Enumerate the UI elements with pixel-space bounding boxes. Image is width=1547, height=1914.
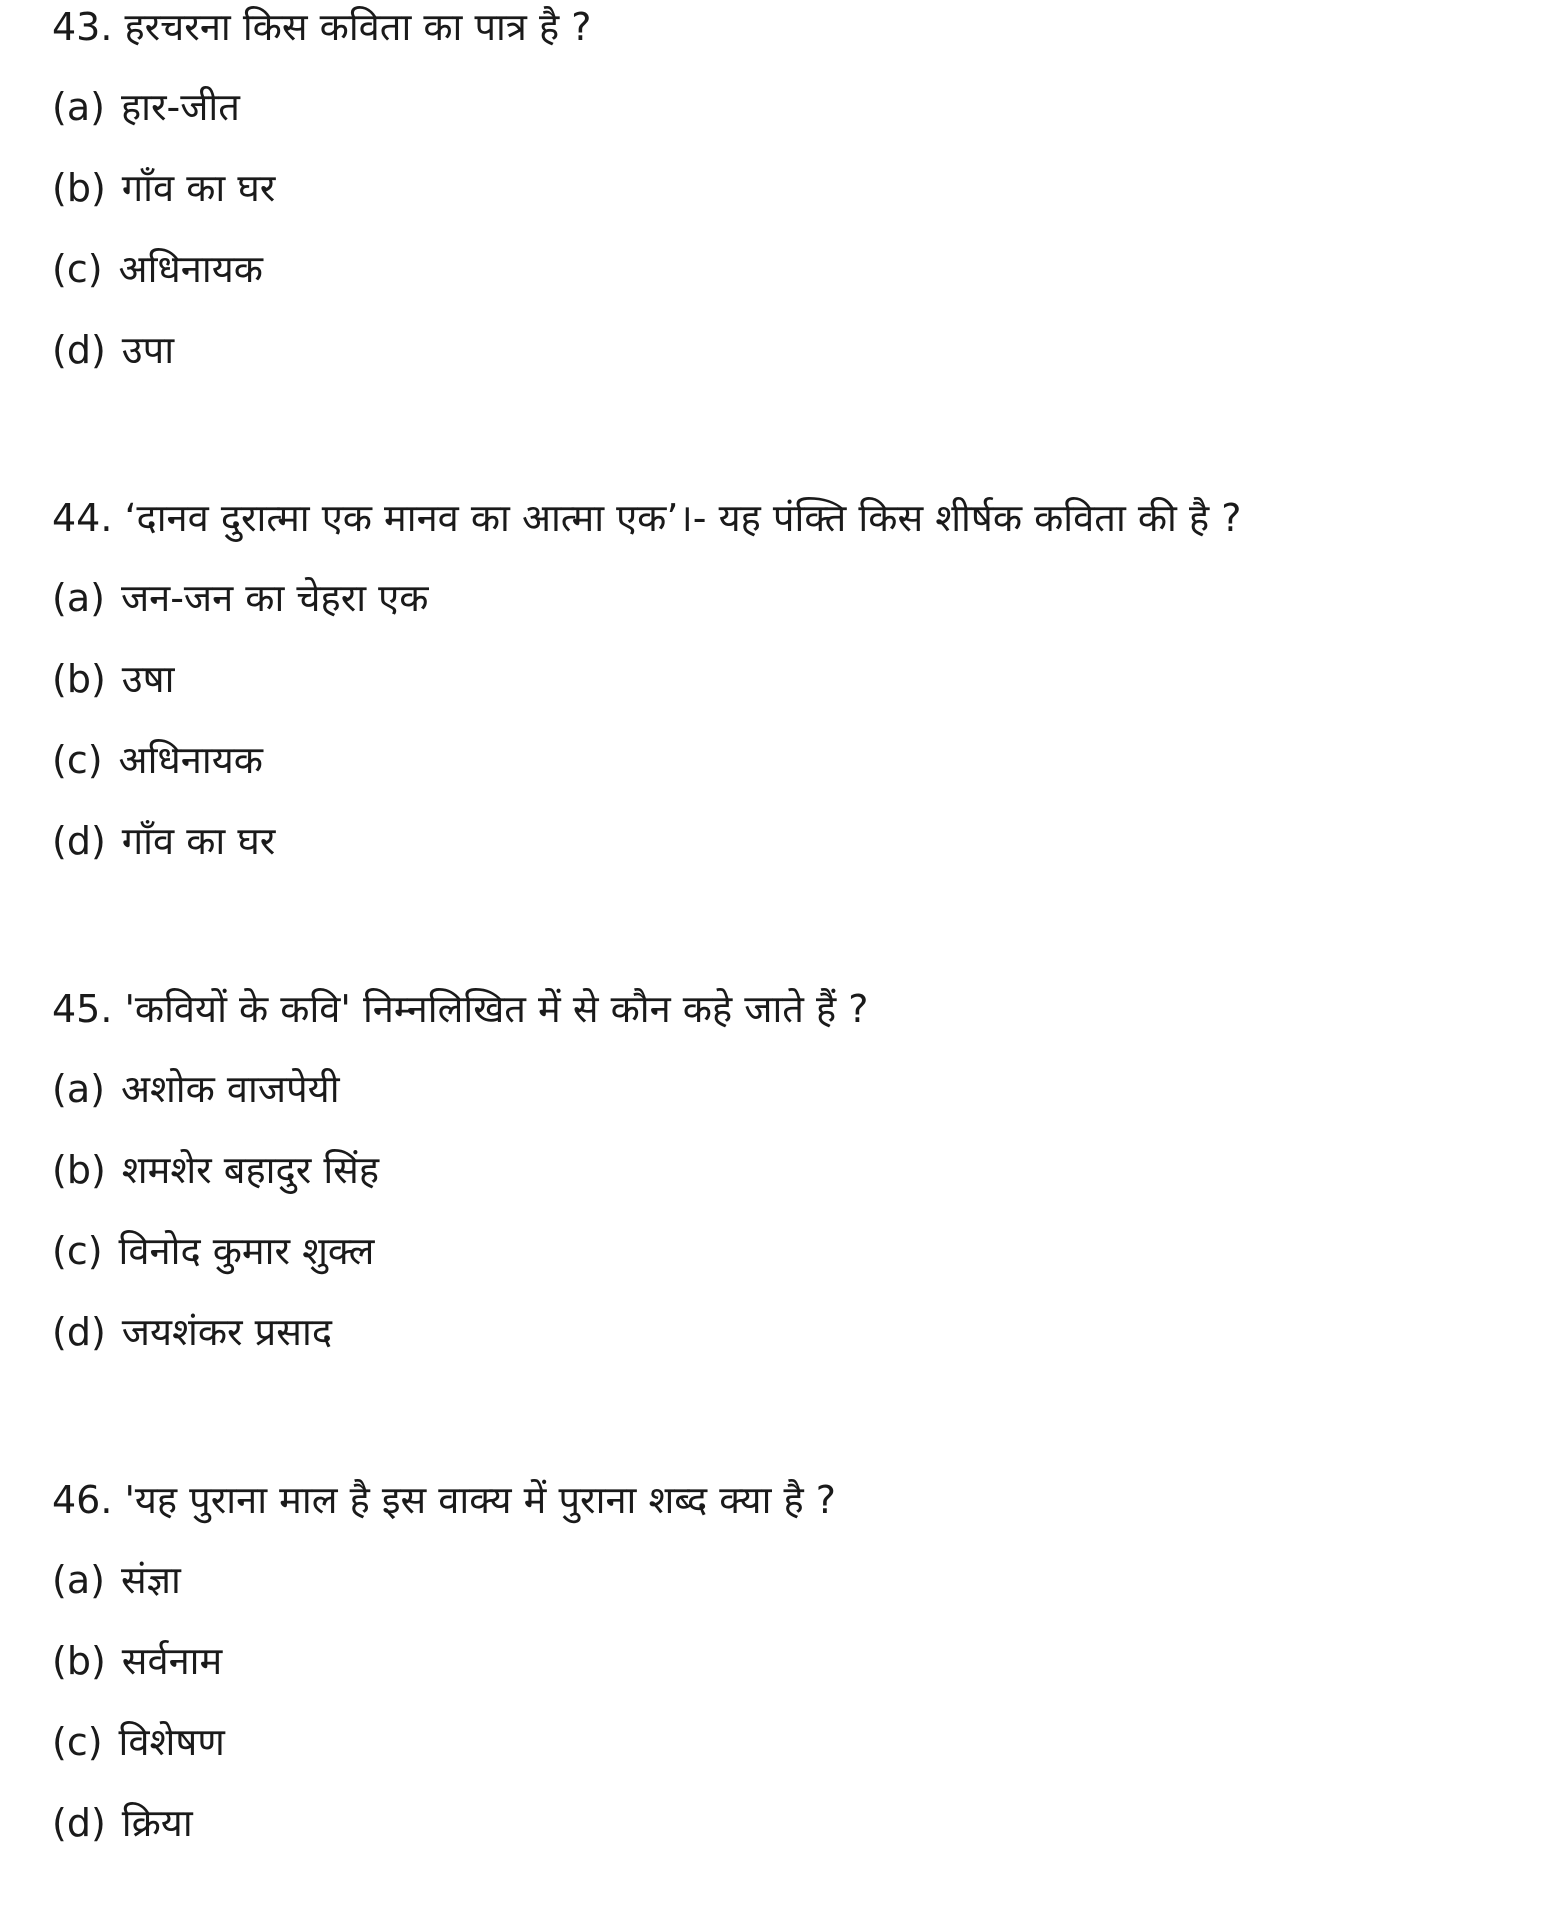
option-text: अधिनायक [118,738,263,782]
question-number: 44. [52,496,113,540]
option-text: उषा [121,657,175,701]
question-number: 43. [52,5,113,49]
option-text: सर्वनाम [121,1639,223,1683]
option-d [52,325,1512,406]
option-text: शमशेर बहादुर सिंह [121,1148,380,1192]
option-d [52,816,1512,897]
option-letter: (b) [52,166,106,210]
option-letter: (a) [52,576,105,620]
question-45 [52,984,1512,1388]
option-text: विनोद कुमार शुक्ल [118,1229,375,1273]
option-text: उपा [121,328,175,372]
option-c [52,244,1512,325]
option-c [52,1717,1512,1798]
question-text: 'कवियों के कवि' निम्नलिखित में से कौन कहे जाते हैं ? [124,987,869,1031]
option-letter: (b) [52,1148,106,1192]
option-text: गाँव का घर [121,166,276,210]
option-text: अधिनायक [118,247,263,291]
option-c [52,735,1512,816]
option-d [52,1307,1512,1388]
option-letter: (d) [52,819,106,863]
option-text: संज्ञा [120,1558,181,1602]
option-text: जयशंकर प्रसाद [121,1310,332,1354]
option-letter: (d) [52,1310,106,1354]
question-text: 'यह पुराना माल है इस वाक्य में पुराना शब्द क्या है ? [124,1478,836,1522]
option-text: जन-जन का चेहरा एक [120,576,429,620]
option-c [52,1226,1512,1307]
option-letter: (b) [52,1639,106,1683]
option-letter: (c) [52,1720,103,1764]
question-text: हरचरना किस कविता का पात्र है ? [124,5,592,49]
option-text: गाँव का घर [121,819,276,863]
option-letter: (a) [52,1558,105,1602]
option-letter: (a) [52,85,105,129]
option-letter: (b) [52,657,106,701]
question-text-line [52,2,1512,82]
question-text-line [52,1475,1512,1555]
option-a [52,1555,1512,1636]
option-a [52,82,1512,163]
option-text: विशेषण [118,1720,225,1764]
question-number: 45. [52,987,113,1031]
option-b [52,654,1512,735]
question-text: ‘दानव दुरात्मा एक मानव का आत्मा एक’।- यह पंक्ति किस शीर्षक कविता की है ? [124,496,1242,540]
question-text-line [52,493,1512,573]
option-letter: (c) [52,1229,103,1273]
option-letter: (d) [52,1801,106,1845]
option-d [52,1798,1512,1879]
option-text: हार-जीत [120,85,240,129]
option-text: क्रिया [121,1801,193,1845]
question-46 [52,1475,1512,1879]
option-letter: (c) [52,738,103,782]
option-letter: (c) [52,247,103,291]
option-b [52,163,1512,244]
question-number: 46. [52,1478,113,1522]
option-letter: (d) [52,328,106,372]
option-a [52,573,1512,654]
question-text-line [52,984,1512,1064]
option-b [52,1145,1512,1226]
question-44 [52,493,1512,897]
question-43 [52,2,1512,406]
option-b [52,1636,1512,1717]
option-text: अशोक वाजपेयी [120,1067,340,1111]
option-a [52,1064,1512,1145]
option-letter: (a) [52,1067,105,1111]
